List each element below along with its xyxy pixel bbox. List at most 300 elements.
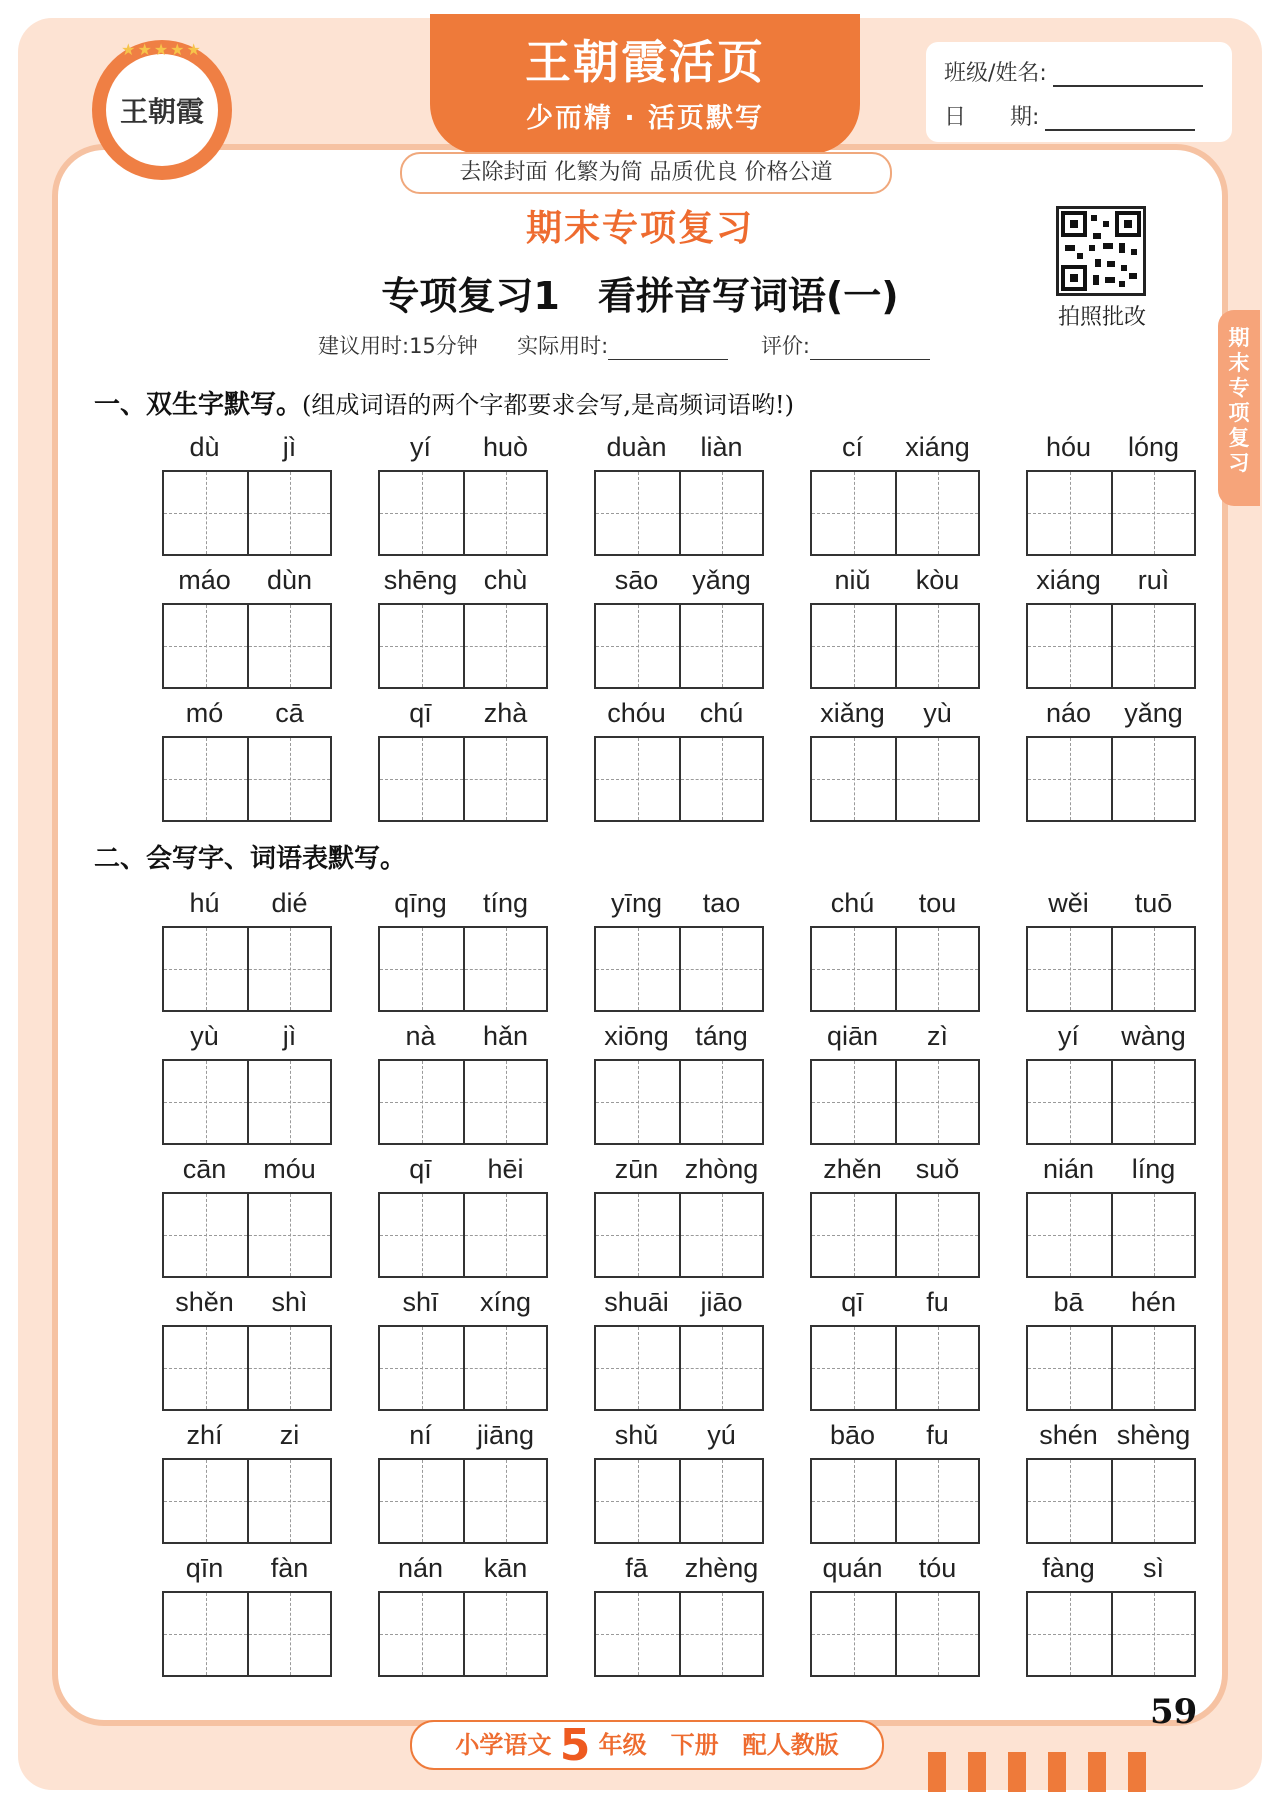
pinyin-syllable: fàng <box>1042 1553 1095 1583</box>
pinyin-syllable: cā <box>275 698 304 728</box>
pinyin-row <box>1026 1416 1196 1454</box>
pinyin-syllable: shén <box>1039 1420 1098 1450</box>
writing-box-pair <box>810 1059 980 1145</box>
writing-box[interactable] <box>812 738 895 820</box>
writing-box[interactable] <box>463 1327 546 1409</box>
footer-badge <box>410 1720 884 1770</box>
pinyin-syllable: tou <box>918 888 957 918</box>
pinyin-syllable: xiáng <box>1036 565 1101 595</box>
pinyin-row <box>594 1549 764 1587</box>
pinyin-syllable: xíng <box>479 1287 532 1317</box>
pinyin-row <box>378 1150 548 1188</box>
writing-box-pair <box>378 1192 548 1278</box>
pinyin-syllable: jì <box>282 432 297 462</box>
footer-subject: 小学语文 <box>455 1731 552 1759</box>
pinyin-syllable: yí <box>1057 1021 1079 1051</box>
pinyin-syllable: hóu <box>1045 432 1092 462</box>
writing-box[interactable] <box>679 738 762 820</box>
pinyin-syllable: zhà <box>483 698 528 728</box>
writing-box[interactable] <box>247 738 330 820</box>
pinyin-syllable: lóng <box>1127 432 1180 462</box>
writing-box-pair <box>1026 1591 1196 1677</box>
pinyin-row <box>162 1150 332 1188</box>
pinyin-row <box>162 884 332 922</box>
writing-box[interactable] <box>164 1327 247 1409</box>
writing-box[interactable] <box>596 1061 679 1143</box>
writing-box[interactable] <box>895 1327 978 1409</box>
writing-box[interactable] <box>1028 1460 1111 1542</box>
brand-logo <box>92 40 232 180</box>
word-cell <box>378 561 548 689</box>
writing-box-pair <box>378 603 548 689</box>
pinyin-syllable: xiáng <box>905 432 970 462</box>
pinyin-row <box>594 694 764 732</box>
writing-box-pair <box>162 1192 332 1278</box>
pinyin-syllable: yǎng <box>692 565 751 595</box>
writing-box-pair <box>810 470 980 556</box>
pinyin-row <box>810 694 980 732</box>
word-cell <box>162 561 332 689</box>
writing-box-pair <box>594 1192 764 1278</box>
part1-heading-text: 一、双生字默写。 <box>94 390 303 420</box>
pinyin-syllable: ruì <box>1137 565 1170 595</box>
pinyin-syllable: chú <box>830 888 875 918</box>
writing-box[interactable] <box>812 472 895 554</box>
word-cell <box>810 884 980 1012</box>
pinyin-syllable: wěi <box>1048 888 1089 918</box>
word-cell <box>810 1283 980 1411</box>
writing-box[interactable] <box>596 928 679 1010</box>
word-cell <box>1026 1549 1196 1677</box>
writing-box[interactable] <box>164 1194 247 1276</box>
writing-box[interactable] <box>895 1194 978 1276</box>
pinyin-syllable: zūn <box>614 1154 659 1184</box>
writing-box[interactable] <box>596 1194 679 1276</box>
pinyin-syllable: shì <box>271 1287 308 1317</box>
writing-box-pair <box>1026 1192 1196 1278</box>
pinyin-syllable: jiāo <box>700 1287 743 1317</box>
qr-code-icon[interactable] <box>1056 206 1146 296</box>
writing-box-pair <box>162 926 332 1012</box>
pinyin-syllable: yǎng <box>1124 698 1183 728</box>
word-cell <box>594 428 764 556</box>
writing-box[interactable] <box>463 1061 546 1143</box>
writing-box-pair <box>162 1059 332 1145</box>
writing-box[interactable] <box>463 928 546 1010</box>
pinyin-row <box>594 1283 764 1321</box>
writing-box[interactable] <box>812 1061 895 1143</box>
word-cell <box>594 1283 764 1411</box>
pinyin-syllable: shī <box>402 1287 439 1317</box>
writing-box-pair <box>594 1591 764 1677</box>
writing-box[interactable] <box>679 1194 762 1276</box>
writing-box[interactable] <box>463 1194 546 1276</box>
pinyin-syllable: tíng <box>482 888 529 918</box>
pinyin-syllable: nián <box>1042 1154 1095 1184</box>
pinyin-syllable: bāo <box>829 1420 876 1450</box>
writing-box[interactable] <box>247 1194 330 1276</box>
writing-box[interactable] <box>1111 1194 1194 1276</box>
pinyin-syllable: tuō <box>1134 888 1173 918</box>
writing-box[interactable] <box>812 1593 895 1675</box>
word-cell <box>378 1150 548 1278</box>
pinyin-row <box>162 428 332 466</box>
pinyin-syllable: jì <box>282 1021 297 1051</box>
pinyin-row <box>1026 1150 1196 1188</box>
pinyin-row <box>810 1283 980 1321</box>
writing-box-pair <box>810 926 980 1012</box>
pinyin-syllable: zì <box>926 1021 948 1051</box>
writing-box[interactable] <box>247 928 330 1010</box>
writing-box[interactable] <box>1111 1327 1194 1409</box>
writing-box[interactable] <box>812 1194 895 1276</box>
writing-box[interactable] <box>895 1460 978 1542</box>
class-name-row[interactable] <box>944 56 1203 87</box>
writing-box[interactable] <box>380 1593 463 1675</box>
writing-box[interactable] <box>247 1460 330 1542</box>
writing-box[interactable] <box>164 1061 247 1143</box>
writing-box-pair <box>162 470 332 556</box>
writing-box[interactable] <box>1111 472 1194 554</box>
writing-box[interactable] <box>1028 1194 1111 1276</box>
word-cell <box>1026 1150 1196 1278</box>
pinyin-syllable: zhòng <box>684 1154 759 1184</box>
writing-box-pair <box>162 736 332 822</box>
pinyin-row <box>378 428 548 466</box>
pinyin-syllable: yīng <box>610 888 663 918</box>
writing-box[interactable] <box>380 928 463 1010</box>
pinyin-syllable: qī <box>409 1154 432 1184</box>
section-title: 期末专项复习 <box>525 208 754 249</box>
lesson-title: 专项复习1 看拼音写词语(一) <box>381 274 899 318</box>
writing-box-pair <box>810 1192 980 1278</box>
writing-box[interactable] <box>1111 738 1194 820</box>
writing-box-pair <box>810 1325 980 1411</box>
writing-box-pair <box>1026 603 1196 689</box>
class-name-label: 班级/姓名: <box>944 61 1047 86</box>
pinyin-row <box>810 1150 980 1188</box>
writing-box[interactable] <box>1028 605 1111 687</box>
word-cell <box>378 428 548 556</box>
writing-box[interactable] <box>463 738 546 820</box>
writing-box[interactable] <box>895 1593 978 1675</box>
pinyin-syllable: chóu <box>607 698 666 728</box>
word-cell <box>378 694 548 822</box>
writing-box[interactable] <box>679 1327 762 1409</box>
writing-box[interactable] <box>463 472 546 554</box>
writing-box[interactable] <box>164 1593 247 1675</box>
pinyin-syllable: huò <box>482 432 529 462</box>
writing-box[interactable] <box>164 1460 247 1542</box>
writing-box[interactable] <box>380 472 463 554</box>
writing-box[interactable] <box>1111 605 1194 687</box>
pinyin-row <box>810 884 980 922</box>
word-cell <box>810 1416 980 1544</box>
pinyin-syllable: fā <box>625 1553 648 1583</box>
pinyin-syllable: dié <box>271 888 308 918</box>
writing-box[interactable] <box>164 738 247 820</box>
pinyin-syllable: sì <box>1142 1553 1164 1583</box>
pinyin-row <box>1026 1283 1196 1321</box>
writing-box-pair <box>378 736 548 822</box>
class-name-field[interactable] <box>1053 63 1203 87</box>
writing-box[interactable] <box>812 605 895 687</box>
pinyin-syllable: zhí <box>186 1420 223 1450</box>
writing-box[interactable] <box>596 1460 679 1542</box>
pinyin-syllable: shèng <box>1116 1420 1191 1450</box>
word-cell <box>162 1283 332 1411</box>
date-label: 日 期: <box>944 105 1040 130</box>
pinyin-row <box>378 1283 548 1321</box>
brand-title: 王朝霞活页 <box>525 35 765 89</box>
word-cell <box>1026 561 1196 689</box>
word-cell <box>594 1416 764 1544</box>
writing-box-pair <box>810 736 980 822</box>
pinyin-syllable: qī <box>841 1287 864 1317</box>
word-cell <box>810 1549 980 1677</box>
pinyin-syllable: nà <box>405 1021 436 1051</box>
writing-box-pair <box>1026 926 1196 1012</box>
word-cell <box>810 1150 980 1278</box>
word-cell <box>378 1283 548 1411</box>
pinyin-syllable: chú <box>699 698 744 728</box>
pinyin-syllable: qīng <box>394 888 447 918</box>
pinyin-syllable: shěn <box>175 1287 234 1317</box>
word-cell <box>594 1549 764 1677</box>
writing-box[interactable] <box>895 472 978 554</box>
pinyin-syllable: xiōng <box>604 1021 669 1051</box>
word-cell <box>162 428 332 556</box>
word-cell <box>162 884 332 1012</box>
writing-box-pair <box>1026 1059 1196 1145</box>
writing-box[interactable] <box>1111 928 1194 1010</box>
rating-field[interactable] <box>810 339 930 360</box>
rating-label: 评价: <box>760 334 811 358</box>
writing-box-pair <box>594 1059 764 1145</box>
student-info-box <box>926 42 1232 142</box>
word-cell <box>810 428 980 556</box>
word-cell <box>594 561 764 689</box>
word-cell <box>1026 694 1196 822</box>
pinyin-row <box>162 1017 332 1055</box>
writing-box[interactable] <box>247 472 330 554</box>
writing-box-pair <box>162 1458 332 1544</box>
pinyin-syllable: jiāng <box>476 1420 535 1450</box>
pinyin-syllable: tóu <box>918 1553 957 1583</box>
pinyin-syllable: qīn <box>185 1553 224 1583</box>
writing-box[interactable] <box>812 1460 895 1542</box>
writing-box-pair <box>378 1591 548 1677</box>
pinyin-syllable: bā <box>1053 1287 1084 1317</box>
date-row[interactable] <box>944 100 1195 131</box>
word-cell <box>594 1150 764 1278</box>
pinyin-row <box>1026 1017 1196 1055</box>
pinyin-row <box>1026 428 1196 466</box>
writing-box[interactable] <box>679 1593 762 1675</box>
pinyin-row <box>594 1017 764 1055</box>
pinyin-syllable: cān <box>182 1154 227 1184</box>
actual-time-field[interactable] <box>608 339 728 360</box>
writing-box[interactable] <box>1028 472 1111 554</box>
writing-box[interactable] <box>164 605 247 687</box>
footer-grade-suffix: 年级 下册 配人教版 <box>598 1731 839 1759</box>
word-cell <box>810 694 980 822</box>
writing-box[interactable] <box>596 738 679 820</box>
word-cell <box>1026 1416 1196 1544</box>
writing-box[interactable] <box>812 1327 895 1409</box>
writing-box-pair <box>1026 1458 1196 1544</box>
pinyin-row <box>810 1017 980 1055</box>
writing-box-pair <box>594 1458 764 1544</box>
writing-box[interactable] <box>164 472 247 554</box>
pinyin-row <box>594 884 764 922</box>
suggested-time: 建议用时:15分钟 <box>318 334 478 358</box>
word-cell <box>162 1416 332 1544</box>
pinyin-row <box>810 1416 980 1454</box>
writing-box-pair <box>378 470 548 556</box>
side-tab-label: 期末专项复习 <box>1228 326 1250 475</box>
word-cell <box>162 694 332 822</box>
pinyin-row <box>378 1017 548 1055</box>
pinyin-row <box>1026 884 1196 922</box>
writing-box[interactable] <box>164 928 247 1010</box>
writing-box[interactable] <box>679 472 762 554</box>
word-cell <box>378 884 548 1012</box>
pinyin-syllable: suǒ <box>915 1154 960 1184</box>
pinyin-row <box>162 1283 332 1321</box>
writing-box[interactable] <box>895 1061 978 1143</box>
writing-box[interactable] <box>247 1593 330 1675</box>
side-tab <box>1218 310 1260 506</box>
writing-box[interactable] <box>380 1194 463 1276</box>
writing-box[interactable] <box>1028 1327 1111 1409</box>
pinyin-syllable: fu <box>926 1287 949 1317</box>
writing-box-pair <box>378 1325 548 1411</box>
pinyin-syllable: cí <box>841 432 863 462</box>
pinyin-syllable: shēng <box>383 565 458 595</box>
pinyin-syllable: náo <box>1045 698 1092 728</box>
writing-box[interactable] <box>895 605 978 687</box>
pinyin-syllable: duàn <box>606 432 667 462</box>
pinyin-row <box>378 694 548 732</box>
slogan: 去除封面 化繁为简 品质优良 价格公道 <box>400 152 892 194</box>
part1-heading <box>94 384 794 421</box>
writing-box[interactable] <box>247 605 330 687</box>
pinyin-row <box>378 561 548 599</box>
writing-box[interactable] <box>679 605 762 687</box>
writing-box[interactable] <box>1028 738 1111 820</box>
writing-box-pair <box>594 926 764 1012</box>
writing-box-pair <box>810 1458 980 1544</box>
pinyin-syllable: zhěn <box>823 1154 882 1184</box>
pinyin-row <box>162 1549 332 1587</box>
writing-box[interactable] <box>1028 1593 1111 1675</box>
pinyin-syllable: mó <box>185 698 224 728</box>
word-cell <box>594 694 764 822</box>
writing-box[interactable] <box>380 605 463 687</box>
pinyin-syllable: liàn <box>700 432 743 462</box>
word-cell <box>1026 428 1196 556</box>
writing-box[interactable] <box>1111 1593 1194 1675</box>
qr-label: 拍照批改 <box>1057 305 1146 330</box>
writing-box[interactable] <box>1028 1061 1111 1143</box>
pinyin-syllable: kān <box>483 1553 528 1583</box>
date-field[interactable] <box>1045 107 1195 131</box>
pinyin-syllable: fàn <box>270 1553 309 1583</box>
writing-box[interactable] <box>596 472 679 554</box>
star-icon: ★★★★★ <box>121 40 203 59</box>
writing-box-pair <box>1026 736 1196 822</box>
writing-box[interactable] <box>380 1460 463 1542</box>
pinyin-syllable: qiān <box>826 1021 879 1051</box>
writing-box[interactable] <box>380 1327 463 1409</box>
word-cell <box>378 1416 548 1544</box>
pinyin-syllable: ní <box>409 1420 432 1450</box>
word-cell <box>1026 884 1196 1012</box>
pinyin-syllable: zi <box>279 1420 300 1450</box>
writing-box[interactable] <box>895 928 978 1010</box>
part2-heading <box>94 838 406 875</box>
pinyin-row <box>810 428 980 466</box>
writing-box[interactable] <box>1028 928 1111 1010</box>
writing-box[interactable] <box>812 928 895 1010</box>
pinyin-row <box>810 561 980 599</box>
word-cell <box>594 1017 764 1145</box>
word-cell <box>594 884 764 1012</box>
writing-box[interactable] <box>1111 1061 1194 1143</box>
pinyin-row <box>162 694 332 732</box>
writing-box-pair <box>810 603 980 689</box>
writing-box[interactable] <box>1111 1460 1194 1542</box>
pinyin-syllable: yù <box>190 1021 219 1051</box>
pinyin-syllable: nán <box>397 1553 444 1583</box>
page-number: 59 <box>1150 1692 1198 1732</box>
writing-box[interactable] <box>247 1061 330 1143</box>
word-cell <box>1026 1017 1196 1145</box>
writing-box[interactable] <box>463 1460 546 1542</box>
word-cell <box>162 1549 332 1677</box>
word-cell <box>810 1017 980 1145</box>
word-cell <box>378 1549 548 1677</box>
writing-box[interactable] <box>895 738 978 820</box>
writing-box[interactable] <box>247 1327 330 1409</box>
writing-box[interactable] <box>679 928 762 1010</box>
pinyin-row <box>1026 561 1196 599</box>
actual-time-label: 实际用时: <box>517 334 609 358</box>
writing-box[interactable] <box>679 1061 762 1143</box>
writing-box[interactable] <box>596 1593 679 1675</box>
pinyin-syllable: chù <box>483 565 528 595</box>
writing-box-pair <box>810 1591 980 1677</box>
writing-box[interactable] <box>596 605 679 687</box>
pinyin-row <box>162 1416 332 1454</box>
writing-box[interactable] <box>596 1327 679 1409</box>
writing-box[interactable] <box>380 738 463 820</box>
pinyin-syllable: wàng <box>1121 1021 1186 1051</box>
part1-note: (组成词语的两个字都要求会写,是高频词语哟!) <box>302 391 795 419</box>
writing-box-pair <box>378 1458 548 1544</box>
word-cell <box>162 1150 332 1278</box>
pinyin-syllable: niǔ <box>834 565 871 595</box>
writing-box[interactable] <box>463 1593 546 1675</box>
writing-box[interactable] <box>679 1460 762 1542</box>
logo-text: 王朝霞 <box>119 95 204 128</box>
writing-box[interactable] <box>463 605 546 687</box>
writing-box[interactable] <box>380 1061 463 1143</box>
pinyin-row <box>594 1416 764 1454</box>
pinyin-syllable: yí <box>409 432 431 462</box>
pinyin-syllable: dù <box>189 432 220 462</box>
